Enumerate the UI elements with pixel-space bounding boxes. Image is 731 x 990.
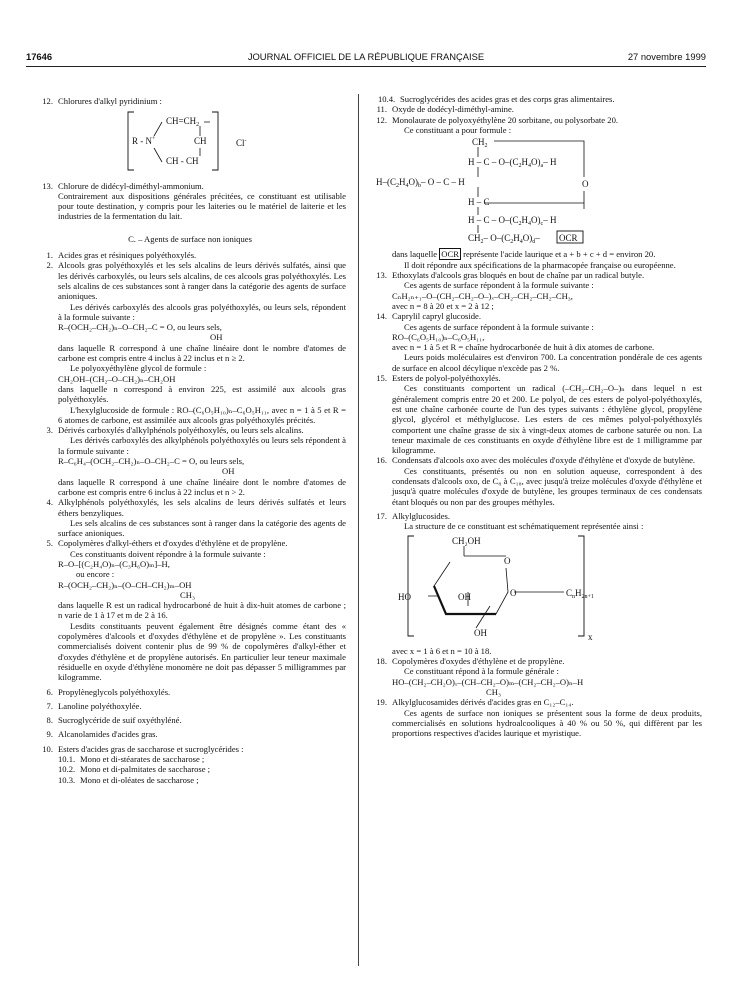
list-item: 3. Dérivés carboxylés d'alkylphénols polyéthoxylés, ou leurs sels alcalins. bbox=[46, 425, 304, 436]
paragraph: Ce constituant répond à la formule générale : bbox=[404, 666, 559, 677]
pyridinium-t3: CH bbox=[194, 136, 207, 147]
list-item: 14. Caprylil capryl glucoside. bbox=[376, 311, 482, 322]
paragraph: Leurs poids moléculaires est d'environ 700. La concentration pondérale de ces agents de surface en alcool décylique n'excède pas 2 %. bbox=[392, 352, 702, 373]
column-divider bbox=[358, 94, 359, 966]
poly-f1: $CH_2-$ $O-(C_2H_4O)_d-$ bbox=[468, 233, 540, 246]
paragraph: dans laquelle R est un radical hydrocarboné de huit à dix-huit atomes de carbone ; n varie de 1 à 17 et m de 2 à 16. bbox=[58, 600, 346, 621]
paragraph: Les dérivés carboxylés des alcools gras polyéthoxylés, ou leurs sels, répondent à la formule suivante : bbox=[58, 301, 346, 322]
alkylglucoside-structure bbox=[368, 532, 702, 644]
pyridinium-structure bbox=[34, 106, 346, 178]
sub-item: 10.2. Mono et di-palmitates de saccharose ; bbox=[58, 764, 211, 775]
paragraph: Les dérivés carboxylés des alkylphénols polyéthoxylés ou leurs sels répondent à la formule suivante : bbox=[58, 435, 346, 456]
issue-date: 27 novembre 1999 bbox=[627, 51, 706, 62]
right-column bbox=[368, 94, 702, 738]
list-item: 17. Alkylglucosides. bbox=[376, 510, 451, 521]
paragraph: Les sels alcalins de ces substances sont à ranger dans la catégorie des agents de surface anioniques. bbox=[58, 517, 346, 539]
paragraph: dans laquelle R correspond à une chaîne linéaire dont le nombre d'atomes de carbone est compris entre 4 inclus à 22 inclus et n ≥ 2. bbox=[58, 342, 346, 364]
formula: RO–(C₆O₅H₁₀)ₙ–C₆O₅H₁₁, bbox=[392, 331, 485, 342]
list-item: 11. Oxyde de dodécyl-diméthyl-amine. bbox=[376, 104, 514, 115]
paragraph: Il doit répondre aux spécifications de la pharmacopée française ou européenne. bbox=[404, 259, 676, 270]
left-column bbox=[34, 96, 346, 785]
paragraph: Ce constituant a pour formule : bbox=[404, 124, 512, 135]
poly-a1: $CH_2$ bbox=[472, 137, 488, 150]
section-heading: C. – Agents de surface non ioniques bbox=[128, 233, 252, 244]
formula-sub: CH₃ bbox=[180, 589, 195, 600]
ocr-box: OCR bbox=[441, 249, 459, 260]
paragraph: Ces agents de surface répondent à la formule suivante : bbox=[404, 321, 594, 332]
formula-sub: CH₃ bbox=[486, 686, 501, 697]
paragraph: avec n = 1 à 5 et R = chaîne hydrocarbonée de huit à dix atomes de carbone. bbox=[392, 342, 655, 353]
pyridinium-t4: CH - CH bbox=[166, 156, 199, 167]
formula-sub: OH bbox=[210, 332, 223, 343]
sub-item: 10.3. Mono et di-oléates de saccharose ; bbox=[58, 774, 199, 785]
poly-c1: $H-(C_2H_4O)_b-$ O – C – H bbox=[376, 177, 465, 190]
formula: R–(OCH₂–CH₂)ₙ–(O–CH–CH₂)ₘ–OH bbox=[58, 579, 192, 590]
paragraph: Contrairement aux dispositions générales précitées, ce constituant est utilisable pour toute destination, y compris pour les laiteries ou le matériel de laiterie et les industries de la fermentation du lait. bbox=[58, 190, 346, 222]
poly-c2: O bbox=[582, 179, 589, 190]
poly-ocr: OCR bbox=[559, 233, 578, 244]
formula-sub: OH bbox=[222, 466, 235, 477]
poly-e1: H – C – $O-(C_2H_4O)_c-$ H bbox=[468, 215, 557, 228]
list-item: 18. Copolymères d'oxydes d'éthylène et de propylène. bbox=[376, 656, 565, 667]
formula: R–C₆H₄–(OCH₂–CH₂)ₙ–O–CH₂–C = O, ou leurs sels, bbox=[58, 456, 245, 467]
gluc-t3: HO bbox=[398, 591, 411, 602]
poly-b1: H – C – $O-(C_2H_4O)_a-$ H bbox=[468, 157, 557, 170]
pyridinium-t5: Cl- bbox=[236, 138, 247, 149]
formula: CₙH₂ₙ₊₁–O–(CH₂–CH₂–O–)ₓ–CH₂–CH₂–CH₂–CH₃, bbox=[392, 290, 573, 301]
formula: HO–(CH₂–CH₂O)ₓ–(CH–CH₂–O)ₘ–(CH₂–CH₂–O)ₙ–H bbox=[392, 676, 584, 687]
paragraph: dans laquelle R correspond à une chaîne linéaire dont le nombre d'atomes de carbone est compris entre 6 inclus à 22 inclus et n > 2. bbox=[58, 476, 346, 497]
paragraph: dans laquelle OCR représente l'acide laurique et a + b + c + d = environ 20. bbox=[392, 249, 656, 260]
list-item: 13. Chlorure de didécyl-diméthyl-ammonium. bbox=[42, 180, 204, 191]
list-item: 10. Esters d'acides gras de saccharose et sucroglycérides : bbox=[42, 743, 244, 754]
journal-title: JOURNAL OFFICIEL DE LA RÉPUBLIQUE FRANÇAISE bbox=[247, 51, 485, 62]
paragraph: dans laquelle n correspond à environ 225, est assimilé aux alcools gras polyéthoxylés. bbox=[58, 383, 346, 405]
gluc-t1: CH₂OH bbox=[452, 535, 481, 546]
poly-d1: H – C bbox=[468, 197, 490, 208]
paragraph: Le polyoxyéthylène glycol de formule : bbox=[70, 363, 207, 374]
list-item: 12. Chlorures d'alkyl pyridinium : bbox=[42, 96, 162, 106]
polysorbate-structure bbox=[368, 135, 702, 247]
gluc-t5: O bbox=[510, 587, 517, 598]
paragraph: Ces agents de surface répondent à la formule suivante : bbox=[404, 280, 594, 291]
gluc-t6: $C_nH_{2n+1}$ bbox=[566, 587, 594, 600]
header-rule bbox=[26, 66, 706, 67]
formula-note: ou encore : bbox=[76, 569, 115, 580]
list-item: 4. Alkylphénols polyéthoxylés, les sels alcalins de leurs dérivés sulfatés et leurs éthers benzyliques. bbox=[46, 497, 346, 518]
paragraph: Ces constituants doivent répondre à la formule suivante : bbox=[70, 548, 266, 559]
list-item: 8. Sucroglycéride de suif oxyéthyléné. bbox=[46, 715, 182, 726]
list-item: 2. Alcools gras polyéthoxylés et les sels alcalins de leurs dérivés sulfatés, ainsi que les dérivés carboxylés, ou leurs sels alcalins, de ces alcools gras polyéthoxylés. Les sels alcalins de ces substances sont à ranger dans la catégorie des agents de surface anioniques. bbox=[46, 260, 346, 302]
list-item: 9. Alcanolamides d'acides gras. bbox=[46, 729, 158, 740]
paragraph: Ces constituants, présentés ou non en solution aqueuse, correspondent à des condensats d'alcools oxo, de C₈ à C₁₈, avec jusqu'à treize molécules d'oxyde d'éthylène et jusqu'à quatre molécules d'oxyde de butylène, les groupes terminaux de ces condensats étant bloqués ou non par des groupes méthyles. bbox=[392, 465, 702, 507]
paragraph: L'hexylglucoside de formule : RO–(C₆O₅H₁₀)ₙ–C₆O₅H₁₁, avec n = 1 à 5 et R = 6 atomes de carbone, est assimilée aux alcools gras polyéthoxylés précités. bbox=[58, 404, 346, 425]
list-item: 13. Ethoxylats d'alcools gras bloqués en bout de chaîne par un radical butyle. bbox=[376, 270, 645, 281]
paragraph: avec x = 1 à 6 et n = 10 à 18. bbox=[392, 645, 492, 656]
gluc-t7: OH bbox=[474, 627, 487, 638]
gluc-t4: OH bbox=[458, 591, 471, 602]
gluc-t2: O bbox=[504, 555, 511, 566]
paragraph: Ces agents de surface non ioniques se présentent sous la forme de deux produits, commercialisés en solutions hydroalcooliques à 40 % ou 50 %, qui diffèrent par les proportions respectives d'acides laurique et myristique. bbox=[392, 707, 702, 739]
paragraph: Lesdits constituants peuvent également être désignés comme étant des « copolymères d'alcools et d'oxydes d'éthylène et de propylène ». Les constituants commercialisés doivent contenir plus de 99 % de copolymères d'alkyl-éther et d'oxydes d'éthylène et de propylène autorisés. En particulier leur teneur maximale résiduelle en oxyde d'éthylène monomère ne doit pas dépasser 5 milligrammes par kilogramme. bbox=[58, 620, 346, 683]
list-item: 6. Propylèneglycols polyéthoxylés. bbox=[46, 686, 171, 697]
list-item: 12. Monolaurate de polyoxyéthylène 20 sorbitane, ou polysorbate 20. bbox=[376, 114, 619, 125]
paragraph: Ces constituants comportent un radical (–CH₂–CH₂–O–)ₙ dans lequel n est généralement compris entre 20 et 200. Le polyol, de ces esters de polyol-polyéthoxylés, est une chaîne carbonée courte de l'un des types suivants : éthylène glycol, propylène glycol, glycérol et méthylglucose. Les esters de ces mêmes polyol-polyéthoxylés comportent une chaîne grasse de six à vingt-deux atomes de carbone saturée ou non. La teneur maximale de ces constituants en oxyde d'éthylène libre est de 1 milligramme par kilogramme. bbox=[392, 383, 702, 456]
page-number: 17646 bbox=[26, 51, 53, 62]
sub-item: 10.1. Mono et di-stéarates de saccharose ; bbox=[58, 754, 205, 765]
pyridinium-t2: R - N+ bbox=[132, 136, 156, 147]
paragraph: avec n = 8 à 20 et x = 2 à 12 ; bbox=[392, 300, 494, 311]
pyridinium-t1: $CH=CH_2$ bbox=[166, 116, 200, 129]
list-item: 15. Esters de polyol-polyéthoxylés. bbox=[376, 373, 501, 384]
paragraph: La structure de ce constituant est schématiquement représentée ainsi : bbox=[404, 521, 644, 532]
page-header bbox=[26, 52, 706, 64]
list-item: 16. Condensats d'alcools oxo avec des molécules d'oxyde d'éthylène et d'oxyde de butylène. bbox=[376, 455, 696, 466]
list-item: 19. Alkylglucosamides dérivés d'acides gras en C₁₂–C₁₄. bbox=[376, 697, 574, 708]
gluc-t8: x bbox=[588, 631, 593, 642]
formula: CH₂OH–(CH₂–O–CH₂)ₙ–CH₂OH bbox=[58, 373, 176, 384]
formula: R–(OCH₂–CH₂)ₙ–O–CH₂–C = O, ou leurs sels, bbox=[58, 322, 222, 333]
formula: R–O–[(C₂H₄O)ₙ–(C₃H₆O)ₘ]–H, bbox=[58, 558, 170, 569]
list-item: 5. Copolymères d'alkyl-éthers et d'oxydes d'éthylène et de propylène. bbox=[46, 538, 288, 549]
list-item: 7. Lanoline polyéthoxylée. bbox=[46, 700, 142, 711]
sub-item: 10.4. Sucroglycérides des acides gras et des corps gras alimentaires. bbox=[378, 94, 615, 104]
list-item: 1. Acides gras et résiniques polyéthoxylés. bbox=[46, 250, 197, 261]
